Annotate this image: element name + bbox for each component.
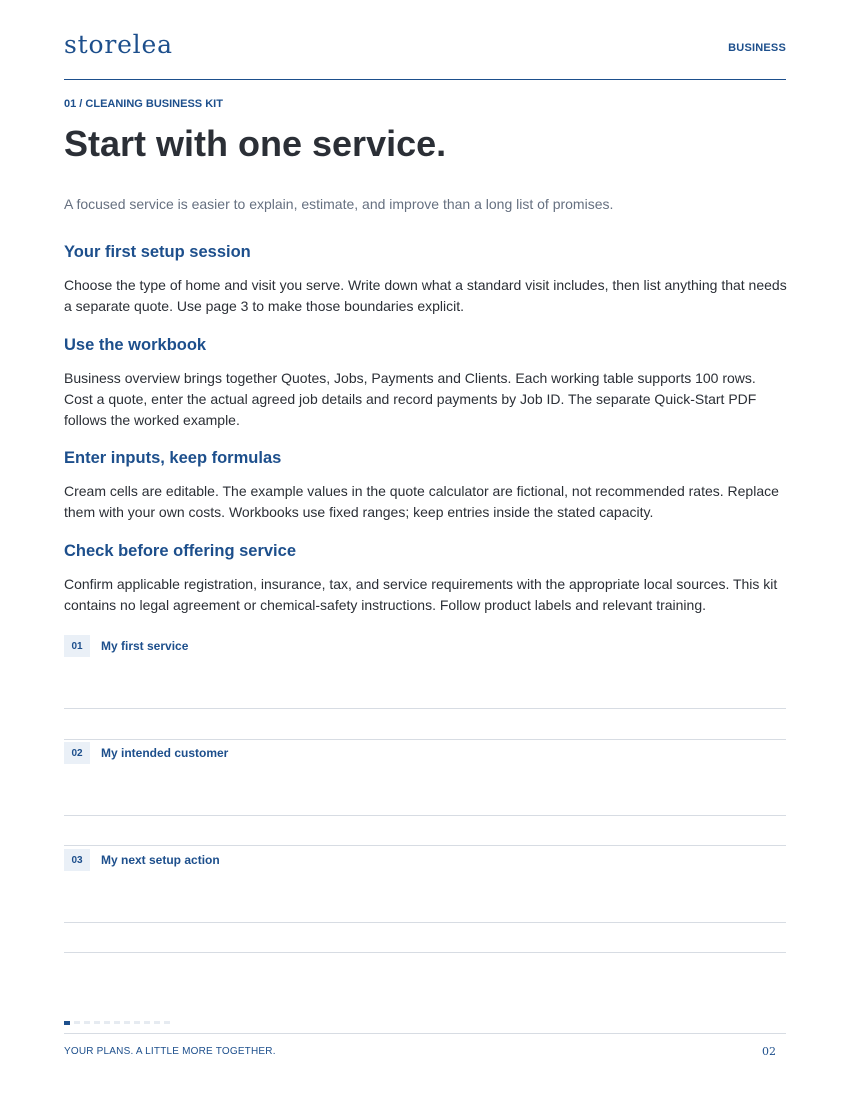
section-inputs-formulas <box>64 448 788 523</box>
section-body: Confirm applicable registration, insurance, tax, and service requirements with the appropriate local sources. This kit contains no legal agreement or chemical-safety instructions. Follow product labels and relevant training. <box>64 576 778 613</box>
prompt-label: My first service <box>101 639 189 653</box>
section-heading: Check before offering service <box>64 542 296 560</box>
prompt-label: My intended customer <box>101 746 229 760</box>
section-first-setup <box>64 242 788 317</box>
prompt-intended-customer <box>64 742 786 848</box>
prompt-number-badge: 03 <box>64 849 90 871</box>
section-body: Choose the type of home and visit you serve. Write down what a standard visit includes, then list anything that needs a separate quote. Use page 3 to make those boundaries explicit. <box>64 277 787 314</box>
page-title: Start with one service. <box>64 123 447 164</box>
page-header <box>64 28 786 80</box>
section-check-before <box>64 541 788 616</box>
section-heading: Your first setup session <box>64 243 251 261</box>
write-in-line[interactable] <box>64 952 786 953</box>
prompt-first-service <box>64 635 786 741</box>
progress-dot <box>134 1021 140 1024</box>
section-tag: BUSINESS <box>728 42 786 54</box>
progress-dot <box>114 1021 120 1024</box>
write-in-line[interactable] <box>64 739 786 740</box>
section-heading: Enter inputs, keep formulas <box>64 449 282 467</box>
progress-dot <box>124 1021 130 1024</box>
progress-dot <box>84 1021 90 1024</box>
footer-divider <box>64 1033 786 1034</box>
page-number: 02 <box>762 1045 776 1058</box>
section-body: Cream cells are editable. The example values in the quote calculator are fictional, not recommended rates. Replace them with your own costs. Workbooks use fixed ranges; keep entries inside the stated capacity. <box>64 483 779 520</box>
progress-dot <box>144 1021 150 1024</box>
prompt-number-badge: 02 <box>64 742 90 764</box>
progress-dot-active <box>64 1021 70 1025</box>
write-in-line[interactable] <box>64 845 786 846</box>
section-body: Business overview brings together Quotes, Jobs, Payments and Clients. Each working table supports 100 rows. Cost a quote, enter the actual agreed job details and record payments by Job ID. The separate Quick-Start PDF follows the worked example. <box>64 370 757 428</box>
write-in-line[interactable] <box>64 708 786 709</box>
progress-dot <box>104 1021 110 1024</box>
progress-dot <box>154 1021 160 1024</box>
write-in-line[interactable] <box>64 922 786 923</box>
brand-logo: storelea <box>64 30 173 59</box>
progress-dot <box>74 1021 80 1024</box>
prompt-number-badge: 01 <box>64 635 90 657</box>
prompt-label: My next setup action <box>101 853 220 867</box>
intro-text: A focused service is easier to explain, estimate, and improve than a long list of promises. <box>64 196 614 212</box>
kit-kicker: 01 / CLEANING BUSINESS KIT <box>64 98 223 110</box>
prompt-next-setup-action <box>64 849 786 955</box>
section-heading: Use the workbook <box>64 336 207 354</box>
progress-dot <box>94 1021 100 1024</box>
write-in-line[interactable] <box>64 815 786 816</box>
progress-dot <box>164 1021 170 1024</box>
section-workbook <box>64 335 788 431</box>
footer-tagline: YOUR PLANS. A LITTLE MORE TOGETHER. <box>64 1046 276 1057</box>
